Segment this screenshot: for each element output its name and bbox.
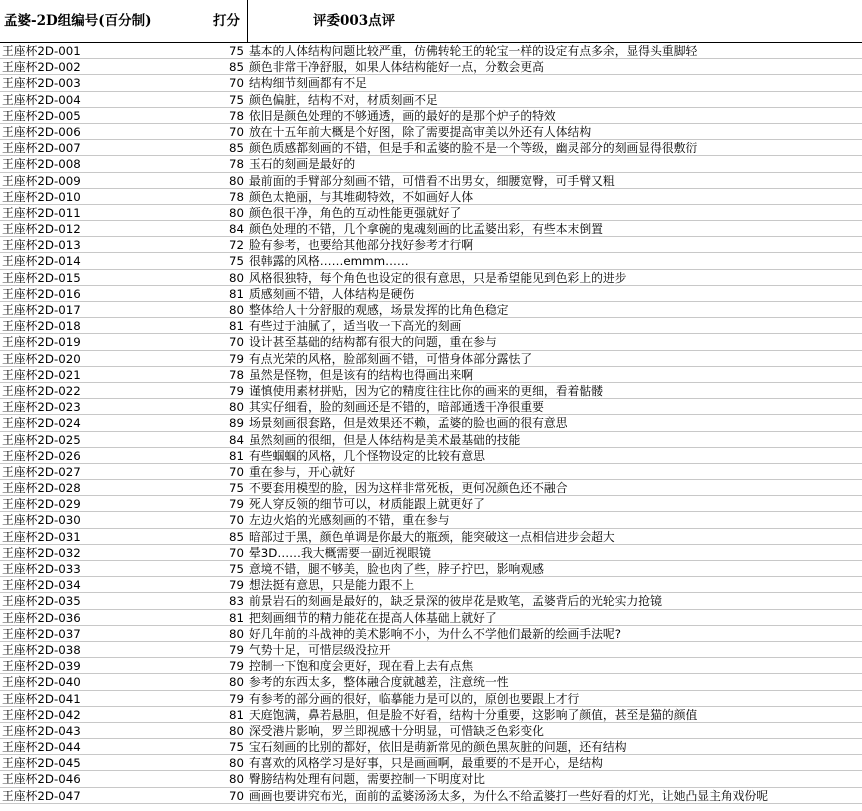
- row-id: 王座杯2D-006: [2, 124, 81, 139]
- table-row[interactable]: [0, 124, 862, 140]
- row-id: 王座杯2D-014: [2, 254, 81, 269]
- table-row[interactable]: [0, 529, 862, 545]
- row-id: 王座杯2D-042: [2, 707, 81, 722]
- table-row[interactable]: [0, 610, 862, 626]
- row-comment: 脸有参考，也要给其他部分找好参考才行啊: [249, 238, 474, 253]
- row-id: 王座杯2D-031: [2, 529, 81, 544]
- row-comment: 意境不错，腿不够美，脸也肉了些，脖子拧巴，影响观感: [249, 562, 544, 576]
- table-row[interactable]: [0, 626, 862, 642]
- table-row[interactable]: [0, 788, 862, 804]
- table-row[interactable]: [0, 351, 862, 367]
- header-divider: [247, 0, 248, 42]
- row-id: 王座杯2D-035: [2, 594, 81, 609]
- table-row[interactable]: [0, 92, 862, 108]
- row-comment: 深受港片影响，罗兰即视感十分明显，可惜缺乏色彩变化: [249, 723, 544, 738]
- row-id: 王座杯2D-027: [2, 464, 81, 479]
- table-row[interactable]: [0, 707, 862, 723]
- row-comment: 质感刻画不错，人体结构是硬伤: [249, 286, 415, 301]
- table-row[interactable]: [0, 318, 862, 334]
- row-score: 80: [228, 173, 244, 188]
- row-id: 王座杯2D-026: [2, 448, 81, 463]
- row-comment: 颜色处理的不错，几个拿碗的鬼魂刻画的比孟婆出彩，有些本末倒置: [249, 222, 603, 237]
- row-score: 75: [228, 44, 244, 58]
- table-row[interactable]: [0, 189, 862, 205]
- row-score: 70: [228, 464, 244, 479]
- row-score: 75: [228, 481, 244, 496]
- row-score: 81: [228, 286, 244, 301]
- row-comment: 不要套用模型的脸，因为这样非常死板，更何况颜色还不融合: [249, 481, 568, 496]
- row-id: 王座杯2D-018: [2, 319, 81, 334]
- row-comment: 晕3D……我大概需要一副近视眼镜: [249, 545, 431, 560]
- row-score: 72: [228, 238, 244, 253]
- row-comment: 其实仔细看，脸的刻画还是不错的，暗部通透干净很重要: [249, 400, 544, 415]
- row-score: 79: [228, 659, 244, 674]
- row-score: 79: [228, 383, 244, 398]
- row-score: 80: [228, 723, 244, 738]
- row-id: 王座杯2D-040: [2, 675, 81, 690]
- table-row[interactable]: [0, 432, 862, 448]
- row-comment: 参考的东西太多，整体融合度就越差，注意统一性: [249, 675, 509, 690]
- row-score: 80: [228, 626, 244, 641]
- row-comment: 宝石刻画的比别的都好，依旧是萌新常见的颜色黑灰脏的问题，还有结构: [249, 740, 627, 755]
- table-row[interactable]: [0, 723, 862, 739]
- row-id: 王座杯2D-021: [2, 367, 81, 382]
- row-score: 75: [228, 92, 244, 107]
- table-row[interactable]: [0, 253, 862, 269]
- row-score: 78: [228, 367, 244, 382]
- row-score: 80: [228, 303, 244, 317]
- row-id: 王座杯2D-011: [2, 205, 81, 220]
- row-score: 81: [228, 707, 244, 722]
- row-score: 85: [228, 529, 244, 544]
- row-id: 王座杯2D-012: [2, 222, 81, 237]
- row-score: 80: [228, 675, 244, 690]
- row-score: 70: [228, 335, 244, 350]
- table-row[interactable]: [0, 448, 862, 464]
- header-row: [0, 0, 862, 43]
- row-id: 王座杯2D-041: [2, 691, 81, 706]
- row-comment: 颜色非常干净舒服，如果人体结构能好一点，分数会更高: [249, 60, 544, 75]
- row-score: 70: [228, 76, 244, 91]
- row-id: 王座杯2D-004: [2, 92, 81, 107]
- row-comment: 有喜欢的风格学习是好事，只是画画啊，最重要的不是开心，是结构: [249, 756, 603, 771]
- table-row[interactable]: [0, 173, 862, 189]
- table-row[interactable]: [0, 399, 862, 415]
- row-comment: 天庭饱满，鼻若悬胆，但是脸不好看，结构十分重要，这影响了颜值，甚至是猫的颜值: [249, 707, 698, 722]
- row-score: 79: [228, 578, 244, 593]
- row-id: 王座杯2D-034: [2, 578, 81, 593]
- row-score: 80: [228, 400, 244, 415]
- row-comment: 有些过于油腻了，适当收一下高光的刻画: [249, 319, 462, 334]
- row-id: 王座杯2D-001: [2, 44, 81, 58]
- row-id: 王座杯2D-029: [2, 497, 81, 512]
- table-row[interactable]: [0, 593, 862, 609]
- row-comment: 死人穿反领的细节可以，材质能跟上就更好了: [249, 497, 485, 512]
- row-comment: 最前面的手臂部分刻画不错，可惜看不出男女，细腰宽臀，可手臂又粗: [249, 173, 615, 188]
- row-id: 王座杯2D-045: [2, 756, 81, 771]
- header-comment: 评委003点评: [313, 13, 396, 29]
- row-score: 75: [228, 740, 244, 755]
- row-comment: 气势十足，可惜层级没拉开: [249, 642, 391, 657]
- header-id: 孟婆-2D组编号(百分制): [4, 13, 152, 29]
- row-score: 79: [228, 497, 244, 512]
- table-row[interactable]: [0, 367, 862, 383]
- row-id: 王座杯2D-047: [2, 788, 81, 803]
- row-score: 85: [228, 141, 244, 156]
- row-id: 王座杯2D-013: [2, 238, 81, 253]
- header-score: 打分: [213, 13, 240, 29]
- row-comment: 玉石的刻画是最好的: [249, 157, 356, 172]
- table-row[interactable]: [0, 43, 862, 59]
- row-comment: 很韩露的风格……emmm……: [249, 254, 409, 269]
- row-comment: 结构细节刻画都有不足: [249, 76, 367, 91]
- table-row[interactable]: [0, 334, 862, 350]
- row-comment: 放在十五年前大概是个好图，除了需要提高审美以外还有人体结构: [249, 124, 592, 139]
- row-comment: 有参考的部分画的很好，临摹能力是可以的，原创也要跟上才行: [249, 691, 580, 706]
- row-comment: 颜色偏脏，结构不对，材质刻画不足: [249, 92, 438, 107]
- row-comment: 有点光荣的风格，脸部刻画不错，可惜身体部分露怯了: [249, 351, 533, 366]
- row-comment: 把刻画细节的精力能花在提高人体基础上就好了: [249, 610, 497, 625]
- table-row[interactable]: [0, 674, 862, 690]
- table-row[interactable]: [0, 480, 862, 496]
- table-row[interactable]: [0, 561, 862, 577]
- row-comment: 颜色质感都刻画的不错，但是手和孟婆的脸不是一个等级，幽灵部分的刻画显得很敷衍: [249, 141, 698, 156]
- row-score: 78: [228, 189, 244, 204]
- row-comment: 颜色太艳丽，与其堆砌特效，不如画好人体: [249, 189, 474, 204]
- row-id: 王座杯2D-003: [2, 76, 81, 91]
- row-id: 王座杯2D-016: [2, 286, 81, 301]
- table-row[interactable]: [0, 286, 862, 302]
- row-comment: 暗部过于黑，颜色单调是你最大的瓶颈，能突破这一点相信进步会超大: [249, 529, 615, 544]
- row-comment: 整体给人十分舒服的观感，场景发挥的比角色稳定: [249, 303, 509, 317]
- row-comment: 左边火焰的光感刻画的不错，重在参与: [249, 513, 450, 528]
- table-row[interactable]: [0, 496, 862, 512]
- table-row[interactable]: [0, 512, 862, 528]
- row-id: 王座杯2D-022: [2, 383, 81, 398]
- table-row[interactable]: [0, 771, 862, 787]
- row-comment: 臀膀结构处理有问题，需要控制一下明度对比: [249, 772, 485, 787]
- table-row[interactable]: [0, 383, 862, 399]
- row-score: 70: [228, 788, 244, 803]
- row-score: 83: [228, 594, 244, 609]
- row-score: 75: [228, 254, 244, 269]
- row-comment: 重在参与，开心就好: [249, 464, 356, 479]
- row-score: 84: [228, 432, 244, 447]
- row-id: 王座杯2D-028: [2, 481, 81, 496]
- row-comment: 想法挺有意思，只是能力跟不上: [249, 578, 415, 593]
- table-row[interactable]: [0, 577, 862, 593]
- row-id: 王座杯2D-023: [2, 400, 81, 415]
- table-row[interactable]: [0, 59, 862, 75]
- row-id: 王座杯2D-044: [2, 740, 81, 755]
- row-score: 70: [228, 513, 244, 528]
- row-comment: 场景刻画很套路，但是效果还不赖，孟婆的脸也画的很有意思: [249, 416, 568, 431]
- table-row[interactable]: [0, 464, 862, 480]
- row-id: 王座杯2D-024: [2, 416, 81, 431]
- row-score: 75: [228, 562, 244, 576]
- table-row[interactable]: [0, 156, 862, 172]
- row-comment: 虽然是怪物，但是该有的结构也得画出来啊: [249, 367, 474, 382]
- table-row[interactable]: [0, 545, 862, 561]
- row-score: 81: [228, 610, 244, 625]
- row-id: 王座杯2D-005: [2, 108, 81, 123]
- table-body: [0, 43, 862, 804]
- table-row[interactable]: [0, 755, 862, 771]
- row-id: 王座杯2D-046: [2, 772, 81, 787]
- row-score: 80: [228, 205, 244, 220]
- row-id: 王座杯2D-032: [2, 545, 81, 560]
- row-score: 85: [228, 60, 244, 75]
- table-row[interactable]: [0, 108, 862, 124]
- row-comment: 颜色很干净，角色的互动性能更强就好了: [249, 205, 462, 220]
- row-id: 王座杯2D-030: [2, 513, 81, 528]
- row-id: 王座杯2D-015: [2, 270, 81, 285]
- table-row[interactable]: [0, 415, 862, 431]
- row-id: 王座杯2D-017: [2, 303, 81, 317]
- row-id: 王座杯2D-039: [2, 659, 81, 674]
- row-id: 王座杯2D-008: [2, 157, 81, 172]
- row-score: 80: [228, 756, 244, 771]
- row-id: 王座杯2D-025: [2, 432, 81, 447]
- row-score: 78: [228, 157, 244, 172]
- row-score: 78: [228, 108, 244, 123]
- table-row[interactable]: [0, 302, 862, 318]
- row-id: 王座杯2D-043: [2, 723, 81, 738]
- table-row[interactable]: [0, 237, 862, 253]
- row-id: 王座杯2D-009: [2, 173, 81, 188]
- row-comment: 好几年前的斗战神的美术影响不小，为什么不学他们最新的绘画手法呢?: [249, 626, 621, 641]
- table-row[interactable]: [0, 642, 862, 658]
- row-id: 王座杯2D-020: [2, 351, 81, 366]
- row-comment: 依旧是颜色处理的不够通透，画的最好的是那个炉子的特效: [249, 108, 556, 123]
- row-score: 89: [228, 416, 244, 431]
- row-id: 王座杯2D-037: [2, 626, 81, 641]
- row-comment: 虽然刻画的很细，但是人体结构是美术最基础的技能: [249, 432, 521, 447]
- row-score: 79: [228, 642, 244, 657]
- row-id: 王座杯2D-007: [2, 141, 81, 156]
- row-comment: 有些蝈蝈的风格，几个怪物设定的比较有意思: [249, 448, 485, 463]
- row-comment: 风格很独特，每个角色也设定的很有意思，只是希望能见到色彩上的进步: [249, 270, 627, 285]
- row-comment: 谨慎使用素材拼贴，因为它的精度往往比你的画来的更细，看着骷髅: [249, 383, 603, 398]
- row-score: 79: [228, 351, 244, 366]
- table-row[interactable]: [0, 75, 862, 91]
- table-row[interactable]: [0, 658, 862, 674]
- table-row[interactable]: [0, 739, 862, 755]
- table-row[interactable]: [0, 140, 862, 156]
- row-id: 王座杯2D-019: [2, 335, 81, 350]
- row-score: 70: [228, 545, 244, 560]
- row-score: 70: [228, 124, 244, 139]
- row-score: 79: [228, 691, 244, 706]
- row-comment: 前景岩石的刻画是最好的，缺乏景深的彼岸花是败笔，孟婆背后的光轮实力抢镜: [249, 594, 662, 609]
- row-comment: 设计甚至基础的结构都有很大的问题，重在参与: [249, 335, 497, 350]
- row-comment: 基本的人体结构问题比较严重，仿佛转轮王的轮宝一样的设定有点多余，显得头重脚轻: [249, 44, 698, 58]
- row-score: 80: [228, 270, 244, 285]
- row-id: 王座杯2D-033: [2, 562, 81, 576]
- table-row[interactable]: [0, 221, 862, 237]
- table-row[interactable]: [0, 205, 862, 221]
- row-id: 王座杯2D-010: [2, 189, 81, 204]
- table-row[interactable]: [0, 270, 862, 286]
- row-id: 王座杯2D-002: [2, 60, 81, 75]
- row-score: 80: [228, 772, 244, 787]
- row-comment: 控制一下饱和度会更好，现在看上去有点焦: [249, 659, 474, 674]
- row-id: 王座杯2D-038: [2, 642, 81, 657]
- row-score: 81: [228, 319, 244, 334]
- row-comment: 画画也要讲究布光，面前的孟婆汤汤太多，为什么不给孟婆打一些好看的灯光，让她凸显主角戏份呢: [249, 788, 769, 803]
- row-score: 81: [228, 448, 244, 463]
- table-row[interactable]: [0, 691, 862, 707]
- row-score: 84: [228, 222, 244, 237]
- row-id: 王座杯2D-036: [2, 610, 81, 625]
